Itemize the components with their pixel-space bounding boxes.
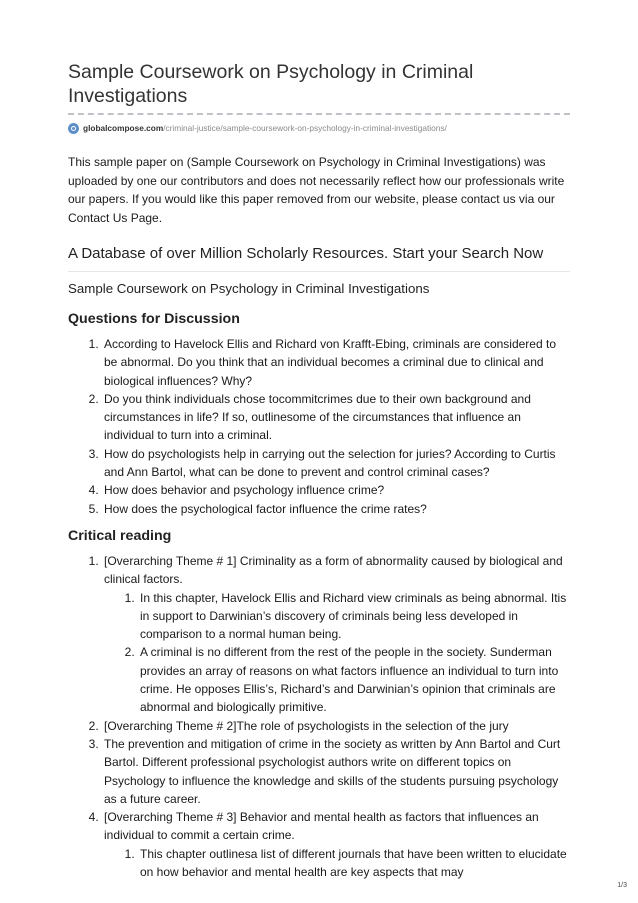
theme-3-sublist bbox=[104, 845, 570, 882]
page-number: 1/3 bbox=[617, 882, 627, 889]
list-item: 3. How do psychologists help in carrying out the selection for juries? According to Curtis and Ann Bartol, what can be done to prevent and control criminal cases? bbox=[102, 445, 570, 482]
page-title: Sample Coursework on Psychology in Criminal Investigations bbox=[68, 61, 474, 107]
theme-1-sublist bbox=[104, 589, 570, 717]
list-item: 4. How does behavior and psychology influence crime? bbox=[102, 481, 570, 499]
list-item: 1. According to Havelock Ellis and Richard von Krafft-Ebing, criminals are considered to be abnormal. Do you think that an individual becomes a criminal due to clinical and biological influences? Why? bbox=[102, 335, 570, 390]
title-divider bbox=[68, 113, 570, 115]
database-banner[interactable]: A Database of over Million Scholarly Resources. Start your Search Now bbox=[68, 245, 544, 262]
intro-text: This sample paper on (Sample Coursework on Psychology in Criminal Investigations) was uploaded by one our contributors and does not necessarily reflect how our professionals write our papers. If you would like this paper removed from our website, please contact us via our bbox=[68, 155, 565, 206]
list-item: 3. The prevention and mitigation of crime in the society as written by Ann Bartol and Curt Bartol. Different professional psychologist authors write on different topics on Psychology to influence the knowledge and skills of the students pursuing psychology as a future career. bbox=[102, 735, 570, 808]
source-url-row bbox=[68, 121, 570, 135]
intro-paragraph bbox=[68, 153, 570, 227]
list-item: 1. In this chapter, Havelock Ellis and Richard view criminals as being abnormal. Itis in support to Darwinian’s discovery of criminals being less developed in comparison to a normal human being. bbox=[138, 589, 570, 644]
contact-us-link[interactable]: Contact Us Page bbox=[68, 210, 159, 225]
banner-divider bbox=[68, 271, 570, 272]
list-item bbox=[102, 552, 570, 717]
globe-icon bbox=[68, 123, 79, 134]
list-item: 2. [Overarching Theme # 2]The role of psychologists in the selection of the jury bbox=[102, 717, 570, 735]
theme-1: [Overarching Theme # 1] Criminality as a form of abnormality caused by biological and clinical factors. bbox=[104, 553, 563, 587]
url-path[interactable]: /criminal-justice/sample-coursework-on-psychology-in-criminal-investigations/ bbox=[163, 123, 447, 133]
intro-text-end: . bbox=[158, 210, 163, 225]
url-domain[interactable]: globalcompose.com bbox=[83, 123, 164, 133]
questions-heading: Questions for Discussion bbox=[68, 311, 240, 327]
source-url[interactable] bbox=[83, 123, 447, 133]
list-item: 1. This chapter outlinesa list of different journals that have been written to elucidate on how behavior and mental health are key aspects that may bbox=[138, 845, 570, 882]
theme-3: [Overarching Theme # 3] Behavior and mental health as factors that influences an individual to commit a certain crime. bbox=[104, 810, 539, 843]
list-item: 2. A criminal is no different from the rest of the people in the society. Sunderman provides an array of reasons on what factors influence an individual to turn into crime. He opposes Ellis’s, Richard’s and Darwinian’s opinion that criminals are abnormal and biologically primitive. bbox=[138, 643, 570, 716]
list-item: 5. How does the psychological factor influence the crime rates? bbox=[102, 500, 570, 518]
critical-reading-heading: Critical reading bbox=[68, 527, 172, 544]
list-item: 2. Do you think individuals chose tocommitcrimes due to their own background and circumstances in life? If so, outlinesome of the circumstances that influence an individual to turn into a criminal. bbox=[102, 390, 570, 445]
article-subtitle: Sample Coursework on Psychology in Criminal Investigations bbox=[68, 281, 430, 296]
document-page bbox=[68, 60, 570, 881]
list-item bbox=[102, 808, 570, 881]
critical-reading-list bbox=[68, 552, 570, 881]
questions-list bbox=[68, 335, 570, 518]
